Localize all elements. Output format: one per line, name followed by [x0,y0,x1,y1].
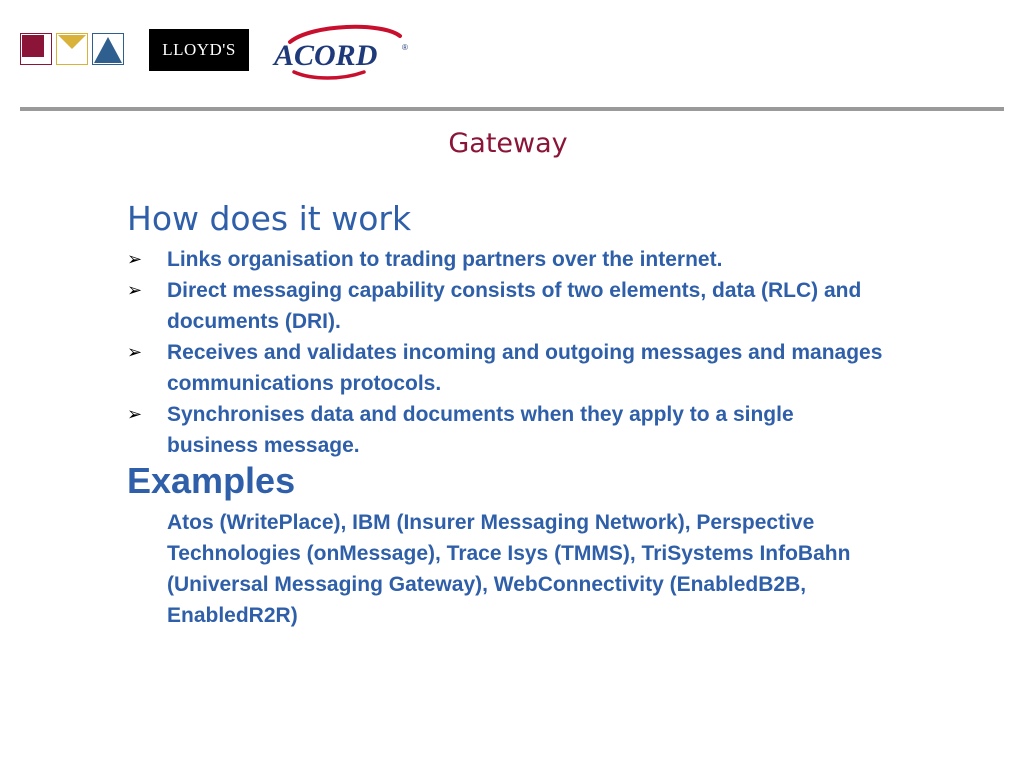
acord-registered-mark: ® [402,43,408,52]
bullet-text: Receives and validates incoming and outgoing messages and manages communications protocols. [167,341,883,395]
arrow-bullet-icon: ➢ [127,342,143,362]
arrow-bullet-icon: ➢ [127,404,143,424]
slide-title: Gateway [448,128,568,159]
bullet-text: Synchronises data and documents when they apply to a single business message. [167,403,794,457]
bullet-item [127,399,887,461]
bullet-item [127,275,887,337]
lloyds-logo [149,29,249,71]
lloyds-logo-text: LLOYD'S [162,40,236,59]
bullet-text: Direct messaging capability consists of two elements, data (RLC) and documents (DRI). [167,279,862,333]
arrow-bullet-icon: ➢ [127,280,143,300]
bullet-list [127,244,887,461]
arrow-bullet-icon: ➢ [127,249,143,269]
acord-logo-text: ACORD [274,39,378,72]
acord-logo [272,22,412,82]
examples-heading: Examples [127,460,296,501]
lloyds-tiles-icon [20,33,124,65]
how-it-works-heading: How does it work [127,199,412,238]
bullet-text: Links organisation to trading partners over the internet. [167,248,723,271]
bullet-item [127,244,887,275]
examples-text: Atos (WritePlace), IBM (Insurer Messaging Network), Perspective Technologies (onMessage), Trace Isys (TMMS), TriSystems InfoBahn (Universal Messaging Gateway), WebConnectivity (EnabledB2B, EnabledR2R) [167,511,851,627]
header-divider [20,107,1004,111]
bullet-item [127,337,887,399]
logo-row [0,0,1024,100]
